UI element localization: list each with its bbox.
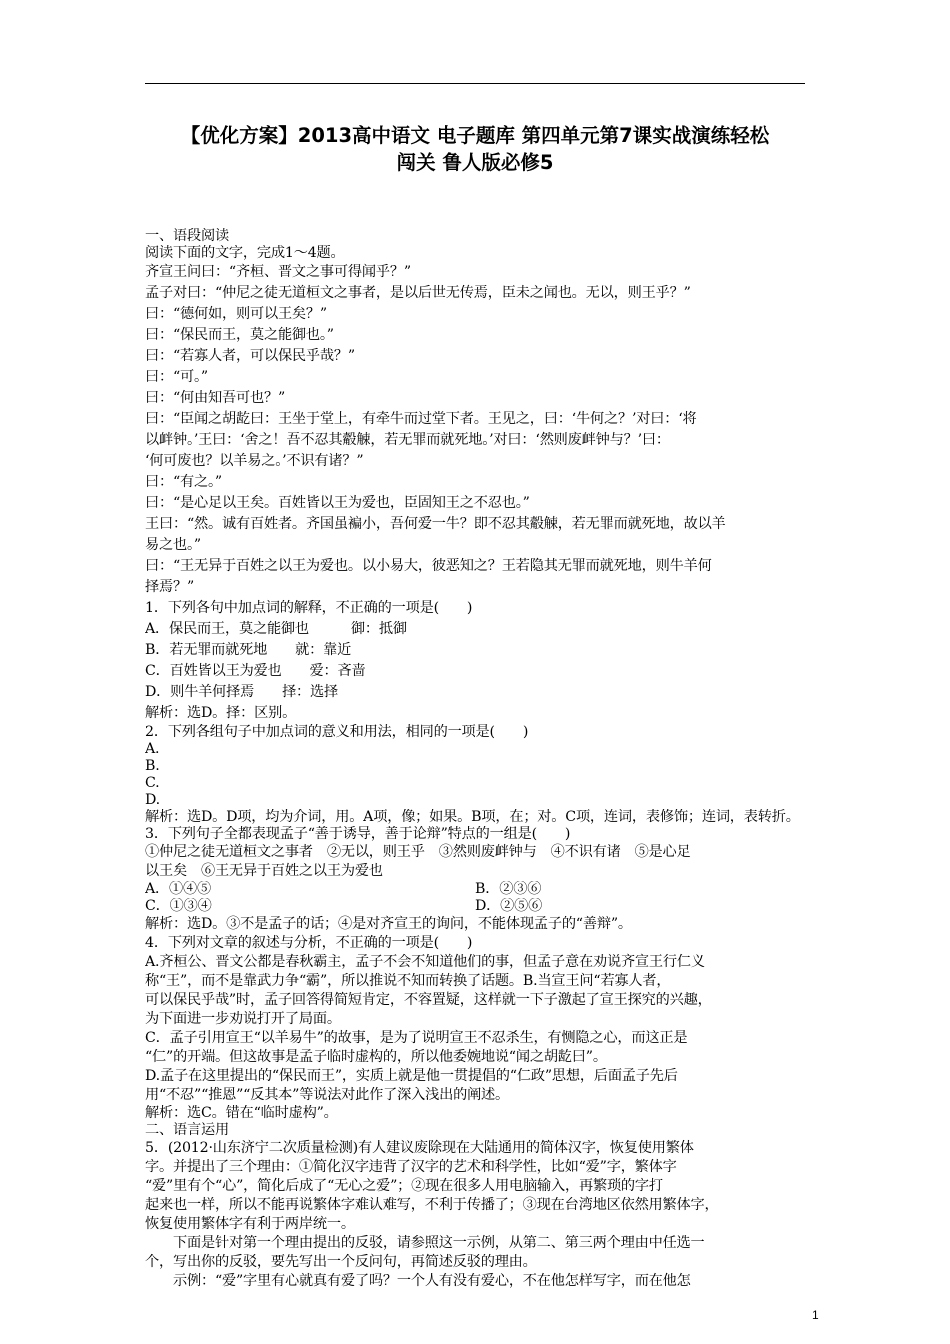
title-line-2: 闯关 鲁人版必修5: [396, 151, 554, 174]
text-line: 齐宣王问曰：“齐桓、晋文之事可得闻乎？”: [145, 264, 411, 280]
question-5: 5．(2012·山东济宁二次质量检测)有人建议废除现在大陆通用的简体汉字，恢复使用繁体: [145, 1140, 694, 1156]
text-line: 曰：“可。”: [145, 369, 208, 385]
option-a: A．保民而王，莫之能御也 御：抵御: [145, 621, 407, 637]
text-line: 王曰：“然。诚有百姓者。齐国虽褊小，吾何爱一牛？即不忍其觳觫，若无罪而就死地，故以羊: [145, 516, 726, 532]
question-1: 1．下列各句中加点词的解释，不正确的一项是( ): [145, 600, 473, 616]
title-line-1: 【优化方案】2013高中语文 电子题库 第四单元第7课实战演练轻松: [180, 124, 770, 147]
text-line: 曰：“是心足以王矣。百姓皆以王为爱也，臣固知王之不忍也。”: [145, 495, 530, 511]
page-number: 1: [812, 1308, 819, 1322]
text-line: 可以保民乎哉”时，孟子回答得简短肯定，不容置疑，这样就一下子激起了宣王探究的兴趣，: [145, 992, 712, 1008]
text-line: 阅读下面的文字，完成1～4题。: [145, 245, 345, 261]
text-line: 起来也一样，所以不能再说繁体字难认难写，不利于传播了；③现在台湾地区依然用繁体字，: [145, 1197, 719, 1213]
question-3: 3．下列句子全都表现孟子“善于诱导，善于论辩”特点的一组是( ): [145, 826, 571, 842]
document-title: [130, 122, 820, 176]
section-heading: 二、语言运用: [145, 1122, 229, 1138]
option-c: C．百姓皆以王为爱也 爱：吝啬: [145, 663, 366, 679]
question-4: 4．下列对文章的叙述与分析，不正确的一项是( ): [145, 935, 473, 951]
options-row: [145, 881, 815, 898]
text-line: 曰：“有之。”: [145, 474, 222, 490]
text-line: 曰：“王无异于百姓之以王为爱也。以小易大，彼恶知之？王若隐其无罪而就死地，则牛羊何: [145, 558, 712, 574]
text-line: 以王矣 ⑥王无异于百姓之以王为爱也: [145, 863, 383, 879]
text-line: 用“不忍”“推恩”“反其本”等说法对此作了深入浅出的阐述。: [145, 1087, 510, 1103]
option-a: A.齐桓公、晋文公都是春秋霸主，孟子不会不知道他们的事，但孟子意在劝说齐宣王行仁义: [145, 954, 705, 970]
question-2: 2．下列各组句子中加点词的意义和用法，相同的一项是( ): [145, 724, 529, 740]
option-b: B．若无罪而就死地 就：靠近: [145, 642, 352, 658]
text-line: 为下面进一步劝说打开了局面。: [145, 1011, 341, 1027]
document-body: [145, 228, 815, 1291]
answer-explanation: 解析：选D。择：区别。: [145, 705, 297, 721]
text-line: 下面是针对第一个理由提出的反驳，请参照这一示例，从第二、第三两个理由中任选一: [173, 1235, 705, 1251]
text-line: 称“王”，而不是靠武力争“霸”，所以推说不知而转换了话题。B.当宣王问“若寡人者，: [145, 973, 671, 989]
text-line: 孟子对曰：“仲尼之徒无道桓文之事者，是以后世无传焉，臣未之闻也。无以，则王乎？”: [145, 285, 691, 301]
option-d: D.: [145, 792, 160, 808]
option-b: B．②③⑥: [475, 881, 542, 897]
option-d: D．则牛羊何择焉 择：选择: [145, 684, 339, 700]
text-line: 恢复使用繁体字有利于两岸统一。: [145, 1216, 355, 1232]
answer-explanation: 解析：选C。错在“临时虚构”。: [145, 1105, 338, 1121]
text-line: 曰：“德何如，则可以王矣？”: [145, 306, 327, 322]
text-line: 示例：“爱”字里有心就真有爱了吗？一个人有没有爱心，不在他怎样写字，而在他怎: [173, 1273, 691, 1289]
text-line: “仁”的开端。但这故事是孟子临时虚构的，所以他委婉地说“闻之胡龁曰”。: [145, 1049, 607, 1065]
text-line: 字。并提出了三个理由：①简化汉字违背了汉字的艺术和科学性，比如“爱”字，繁体字: [145, 1159, 677, 1175]
option-c: C．①③④: [145, 898, 212, 914]
answer-explanation: 解析：选D。D项，均为介词，用。A项，像；如果。B项，在；对。C项，连词，表修饰；连词，表转折。: [145, 809, 800, 825]
text-line: 个，写出你的反驳，要先写出一个反问句，再简述反驳的理由。: [145, 1254, 537, 1270]
option-d: D．②⑤⑥: [475, 898, 543, 914]
option-a: A．①④⑤: [145, 881, 211, 897]
text-line: ①仲尼之徒无道桓文之事者 ②无以，则王乎 ③然则废衅钟与 ④不识有诸 ⑤是心足: [145, 844, 691, 860]
text-line: 曰：“保民而王，莫之能御也。”: [145, 327, 334, 343]
options-row: [145, 898, 815, 915]
option-c: C．孟子引用宣王“以羊易牛”的故事，是为了说明宣王不忍杀生，有恻隐之心，而这正是: [145, 1030, 688, 1046]
text-line: 择焉？”: [145, 579, 195, 595]
answer-explanation: 解析：选D。③不是孟子的话；④是对齐宣王的询问，不能体现孟子的“善辩”。: [145, 916, 632, 932]
section-heading: 一、语段阅读: [145, 228, 229, 244]
text-line: 曰：“臣闻之胡龁曰：王坐于堂上，有牵牛而过堂下者。王见之，曰：‘牛何之？’对曰：‘将: [145, 411, 697, 427]
option-c: C.: [145, 775, 160, 791]
option-d: D.孟子在这里提出的“保民而王”，实质上就是他一贯提倡的“仁政”思想，后面孟子先后: [145, 1068, 678, 1084]
text-line: 易之也。”: [145, 537, 201, 553]
text-line: “爱”里有个“心”，简化后成了“无心之爱”；②现在很多人用电脑输入，再繁琐的字打: [145, 1178, 663, 1194]
option-a: A.: [145, 741, 160, 757]
text-line: 曰：“何由知吾可也？”: [145, 390, 285, 406]
text-line: 曰：“若寡人者，可以保民乎哉？”: [145, 348, 355, 364]
header-rule: [145, 83, 805, 84]
text-line: 以衅钟。’王曰：‘舍之！吾不忍其觳觫，若无罪而就死地。’对曰：‘然则废衅钟与？’曰：: [145, 432, 670, 448]
option-b: B.: [145, 758, 160, 774]
text-line: ‘何可废也？以羊易之。’不识有诸？”: [145, 453, 364, 469]
